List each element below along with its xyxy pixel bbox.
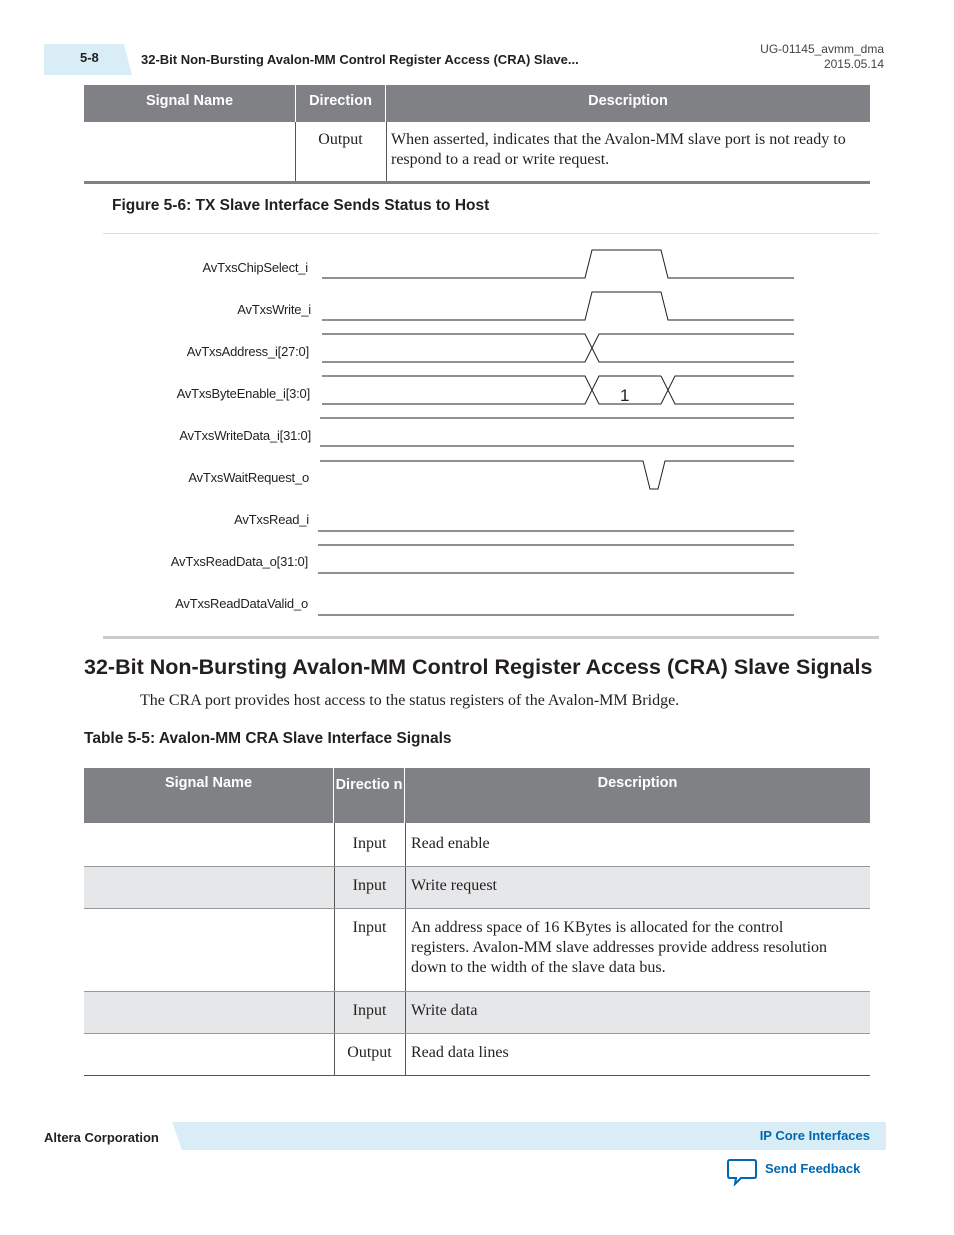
table-row-direction: Output — [347, 1044, 392, 1061]
signal-label: AvTxsChipSelect_i — [202, 260, 308, 275]
signal-label: AvTxsByteEnable_i[3:0] — [176, 386, 310, 401]
cra-table-divider — [334, 823, 335, 1076]
waveform-readdata — [318, 545, 794, 573]
top-table-description: When asserted, indicates that the Avalon-MM slave port is not ready to respond to a read or write request. — [391, 131, 846, 168]
cra-table-header-description: Description — [405, 768, 870, 823]
figure-caption: Figure 5-6: TX Slave Interface Sends Status to Host — [112, 197, 490, 214]
waveform-waitrequest — [320, 461, 794, 489]
page-number: 5-8 — [80, 50, 99, 65]
table-row-description: Read data lines — [411, 1044, 509, 1061]
section-title: 32-Bit Non-Bursting Avalon-MM Control Register Access (CRA) Slave Signals — [84, 655, 873, 679]
table-row-description: Read enable — [411, 835, 490, 852]
waveform-chipselect — [322, 250, 794, 278]
doc-id: UG-01145_avmm_dma — [760, 42, 884, 56]
table-row-direction: Input — [352, 1002, 387, 1019]
row-divider — [84, 908, 870, 909]
waveform-byteenable — [322, 376, 794, 404]
table-row-description: Write data — [411, 1002, 478, 1019]
footer-section-link[interactable]: IP Core Interfaces — [759, 1128, 870, 1143]
signal-label: AvTxsReadData_o[31:0] — [170, 554, 308, 569]
table-row-direction: Input — [352, 919, 387, 936]
send-feedback-link[interactable]: Send Feedback — [765, 1161, 861, 1176]
row-divider — [84, 866, 870, 867]
signal-label: AvTxsRead_i — [234, 512, 309, 527]
doc-date: 2015.05.14 — [823, 57, 884, 71]
top-table-header-signal: Signal Name — [84, 85, 295, 122]
row-divider — [84, 1075, 870, 1076]
table-row-description: An address space of 16 KBytes is allocated for the control registers. Avalon-MM slave addresses provide address resolution down to the width of the slave data bus. — [411, 919, 828, 976]
running-header-title: 32-Bit Non-Bursting Avalon-MM Control Register Access (CRA) Slave... — [141, 52, 579, 67]
signal-label: AvTxsWrite_i — [237, 302, 311, 317]
feedback-icon[interactable] — [727, 1158, 757, 1190]
table-row-description: Write request — [411, 877, 497, 894]
figure-bottom-rule — [103, 636, 879, 639]
waveform-address — [322, 334, 794, 362]
waveform-writedata — [320, 418, 794, 446]
top-table-direction: Output — [318, 131, 363, 148]
section-text: The CRA port provides host access to the status registers of the Avalon-MM Bridge. — [140, 692, 680, 709]
signal-label: AvTxsWriteData_i[31:0] — [179, 428, 311, 443]
top-table-header-description: Description — [386, 85, 870, 122]
waveform-write — [322, 292, 794, 320]
table-caption: Table 5-5: Avalon-MM CRA Slave Interface Signals — [84, 730, 452, 747]
signal-label: AvTxsWaitRequest_o — [188, 470, 309, 485]
byteenable-value: 1 — [620, 386, 630, 405]
signal-label: AvTxsAddress_i[27:0] — [186, 344, 309, 359]
cra-table-header-direction: Directio n — [334, 768, 404, 823]
top-table-header-direction: Direction — [296, 85, 385, 122]
table-row-direction: Input — [352, 877, 387, 894]
table-row-direction: Input — [352, 835, 387, 852]
cra-table-divider — [405, 823, 406, 1076]
row-divider — [84, 1033, 870, 1034]
footer-company: Altera Corporation — [44, 1130, 159, 1145]
cra-table-header-signal: Signal Name — [84, 768, 333, 823]
signal-label: AvTxsReadDataValid_o — [175, 596, 308, 611]
row-divider — [84, 991, 870, 992]
